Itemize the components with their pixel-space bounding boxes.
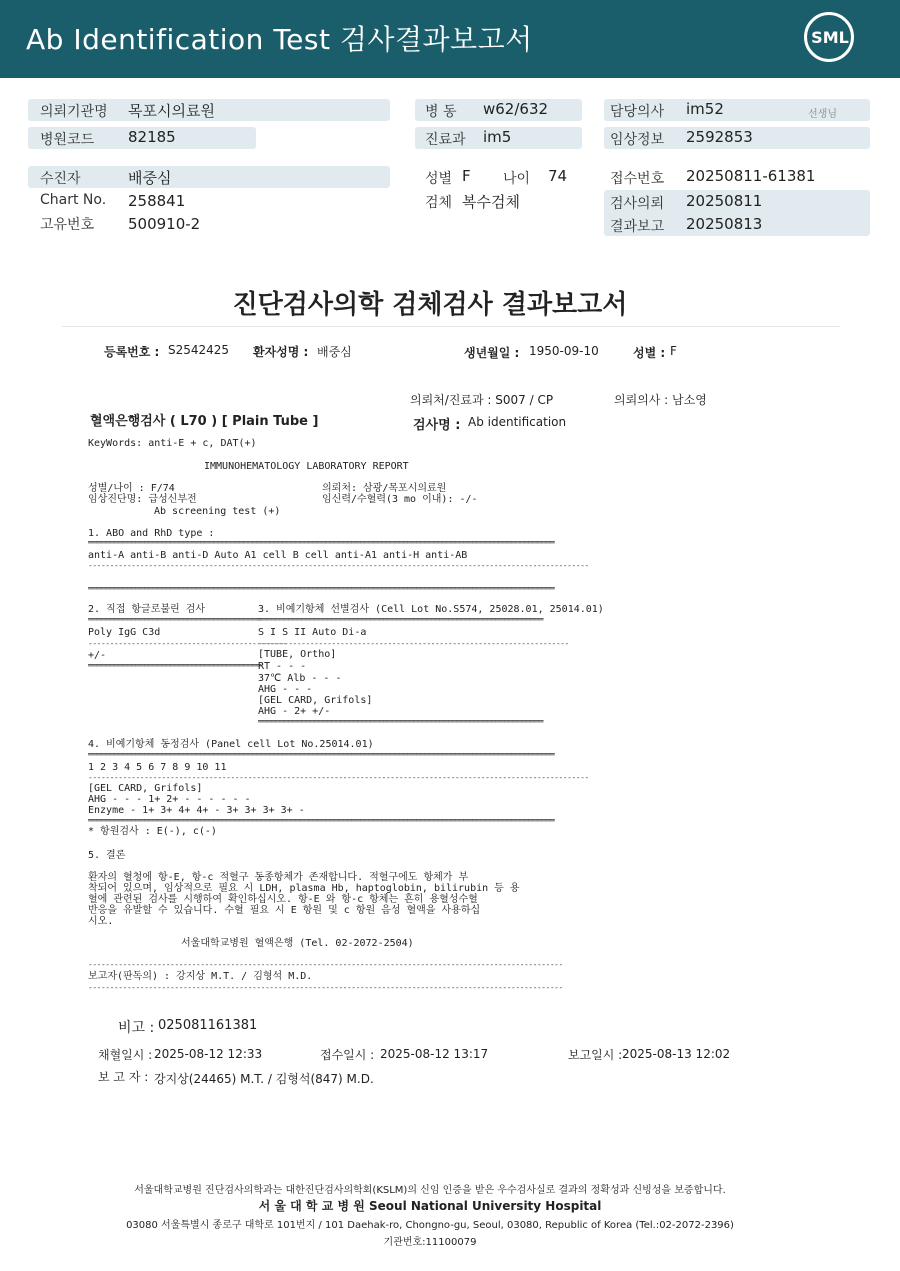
section4-title: 4. 비예기항체 동정검사 (Panel cell Lot No.25014.01) xyxy=(88,739,374,750)
remark-value: 025081161381 xyxy=(158,1018,258,1033)
test-name-value: Ab identification xyxy=(468,415,567,429)
double-rule: ════════════════════════════════════════════════════════════════════════════════════════════════════════════ xyxy=(88,538,555,547)
double-rule: ════════════════════════════════════════ xyxy=(88,615,261,624)
section4-row: AHG - - - 1+ 2+ - - - - - - xyxy=(88,794,251,805)
single-rule: ---------------------------------------------- xyxy=(88,639,287,648)
sex-label: 성별 xyxy=(425,171,453,187)
document-title: 진단검사의학 검체검사 결과보고서 xyxy=(232,290,628,320)
doctor-suffix: 선생님 xyxy=(808,109,837,120)
age-value: 74 xyxy=(548,167,568,185)
doc-sex-value: F xyxy=(670,344,677,358)
institution-label: 의뢰기관명 xyxy=(40,104,108,120)
collect-value: 2025-08-12 12:33 xyxy=(154,1047,263,1061)
institution-number: 기관번호:11100079 xyxy=(383,1237,477,1248)
reported-label: 보고일시 : xyxy=(568,1048,623,1062)
section2-header: Poly IgG C3d xyxy=(88,627,161,638)
receive-value: 2025-08-12 13:17 xyxy=(380,1047,489,1061)
request-dept: 의뢰처/진료과 : S007 / CP xyxy=(410,393,554,407)
double-rule: ══════════════════════════════════════════════════════════════════ xyxy=(258,717,543,726)
section5-title: 5. 결론 xyxy=(88,850,126,861)
request-label: 검사의뢰 xyxy=(610,196,665,212)
single-rule: -------------------------------------------------------------------------------------------------------------------- xyxy=(88,561,589,570)
name-label: 환자성명 : xyxy=(253,345,309,359)
lab-contact: 서울대학교병원 혈액은행 (Tel. 02-2072-2504) xyxy=(181,938,414,949)
section4-row: [GEL CARD, Grifols] xyxy=(88,783,203,794)
report-reporter: 보고자(판독의) : 강지상 M.T. / 김형석 M.D. xyxy=(88,971,313,982)
section4-header: 1 2 3 4 5 6 7 8 9 10 11 xyxy=(88,762,227,773)
name-value: 배중심 xyxy=(317,345,352,359)
doctor-value: im52 xyxy=(686,100,724,118)
specimen-label: 검체 xyxy=(425,195,453,211)
hospital-code-label: 병원코드 xyxy=(40,132,95,148)
conclusion-line: 착되어 있으며, 임상적으로 필요 시 LDH, plasma Hb, haptoglobin, bilirubin 등 용 xyxy=(88,883,520,894)
ward-label: 병 동 xyxy=(425,104,457,120)
remark-label: 비고 : xyxy=(118,1020,155,1036)
conclusion-line: 혈에 관련된 검사를 시행하여 확인하십시오. 항-E 와 항-c 항체는 흔히 용혈성수혈 xyxy=(88,894,478,905)
receipt-value: 20250811-61381 xyxy=(686,167,816,185)
hospital-code-value: 82185 xyxy=(128,128,176,146)
single-rule: -------------------------------------------------------------------------------------------------------------------- xyxy=(88,773,589,782)
double-rule: ════════════════════════════════════════════════════════════════════════════════════════════════════════════ xyxy=(88,750,555,759)
request-site: 의뢰처: 삼광/목포시의료원 xyxy=(322,483,447,494)
dob-value: 1950-09-10 xyxy=(529,344,599,358)
request-value: 20250811 xyxy=(686,192,763,210)
institution-value: 목포시의료원 xyxy=(128,102,215,120)
hospital-name: 서 울 대 학 교 병 원 Seoul National University Hospital xyxy=(258,1199,602,1213)
report-title: Ab Identification Test 검사결과보고서 xyxy=(26,23,533,56)
unique-value: 500910-2 xyxy=(128,215,201,233)
collect-label: 채혈일시 : xyxy=(98,1048,153,1062)
diagnosis: 임상진단명: 급성신부전 xyxy=(88,494,197,505)
section3-row: RT - - - xyxy=(258,661,307,672)
sex-age: 성별/나이 : F/74 xyxy=(88,483,175,494)
section3-row: [GEL CARD, Grifols] xyxy=(258,695,373,706)
reported-value: 2025-08-13 12:02 xyxy=(622,1047,731,1061)
sex-value: F xyxy=(462,167,471,185)
certification-note: 서울대학교병원 진단검사의학과는 대한진단검사의학회(KSLM)의 신임 인증을 받은 우수검사실로 결과의 정확성과 신빙성을 보증합니다. xyxy=(134,1185,726,1196)
single-rule: -------------------------------------------------------------------------------------------------------------- xyxy=(88,983,563,992)
antigen-test: * 항원검사 : E(-), c(-) xyxy=(88,826,217,837)
section3-row: AHG - 2+ +/- xyxy=(258,706,331,717)
keywords: KeyWords: anti-E + c, DAT(+) xyxy=(88,438,257,449)
hospital-address: 03080 서울특별시 종로구 대학로 101번지 / 101 Daehak-ro, Chongno-gu, Seoul, 03080, Republic of Korea (Tel.:02-2072-2396) xyxy=(126,1220,734,1231)
logo-text: SML xyxy=(811,28,849,47)
section3-row: AHG - - - xyxy=(258,684,313,695)
diagnosis-detail: Ab screening test (+) xyxy=(154,506,281,517)
specimen-value: 복수검체 xyxy=(462,193,520,211)
dob-label: 생년월일 : xyxy=(464,346,520,360)
conclusion-line: 시오. xyxy=(88,916,114,927)
patient-label: 수진자 xyxy=(40,171,81,187)
dept-value: im5 xyxy=(483,128,512,146)
section3-header: S I S II Auto Di-a xyxy=(258,627,367,638)
section3-row: [TUBE, Ortho] xyxy=(258,649,337,660)
dept-label: 진료과 xyxy=(425,132,466,148)
bottom-reporter-value: 강지상(24465) M.T. / 김형석(847) M.D. xyxy=(154,1072,374,1086)
test-name-label: 검사명 : xyxy=(413,418,461,433)
bottom-reporter-label: 보 고 자 : xyxy=(98,1070,149,1084)
patient-value: 배중심 xyxy=(128,169,172,187)
section2-title: 2. 직접 항글로불린 검사 xyxy=(88,604,206,615)
conclusion-line: 반응을 유발할 수 있습니다. 수혈 필요 시 E 항원 및 c 항원 음성 혈액을 사용하십 xyxy=(88,905,481,916)
section1-header: anti-A anti-B anti-D Auto A1 cell B cell anti-A1 anti-H anti-AB xyxy=(88,550,468,561)
receive-label: 접수일시 : xyxy=(320,1048,375,1062)
section4-row: Enzyme - 1+ 3+ 4+ 4+ - 3+ 3+ 3+ 3+ - xyxy=(88,805,305,816)
double-rule: ════════════════════════════════════════════════════════════════════════════════════════════════════════════ xyxy=(88,584,555,593)
single-rule: -------------------------------------------------------------------------------------------------------------- xyxy=(88,960,563,969)
section2-value: +/- xyxy=(88,650,107,661)
doc-sex-label: 성별 : xyxy=(633,346,666,360)
sml-logo xyxy=(804,12,854,62)
report-header xyxy=(0,0,900,78)
clinical-label: 임상정보 xyxy=(610,132,665,148)
double-rule: ══════════════════════════════════════════════════════════════════ xyxy=(258,615,543,624)
reg-value: S2542425 xyxy=(168,343,230,357)
conclusion-line: 환자의 혈청에 항-E, 항-c 적혈구 동종항체가 존재합니다. 적혈구에도 항체가 부 xyxy=(88,872,469,883)
chart-label: Chart No. xyxy=(40,192,107,208)
chart-value: 258841 xyxy=(128,192,186,210)
section3-row: 37℃ Alb - - - xyxy=(258,673,342,684)
pregnancy-transfusion: 임신력/수혈력(3 mo 이내): -/- xyxy=(322,494,478,505)
receipt-label: 접수번호 xyxy=(610,171,665,187)
unique-label: 고유번호 xyxy=(40,217,95,233)
double-rule: ════════════════════════════════════════════════════════════════════════════════════════════════════════════ xyxy=(88,816,555,825)
test-group: 혈액은행검사 ( L70 ) [ Plain Tube ] xyxy=(90,414,319,429)
lab-report-title: IMMUNOHEMATOLOGY LABORATORY REPORT xyxy=(204,461,409,472)
section1-title: 1. ABO and RhD type : xyxy=(88,528,215,539)
single-rule: ------------------------------------------------------------------------ xyxy=(258,639,569,648)
pill-patient xyxy=(28,166,390,188)
doctor-label: 담당의사 xyxy=(610,104,665,120)
double-rule: ════════════════════════════════════════ xyxy=(88,661,261,670)
report-label: 결과보고 xyxy=(610,219,665,235)
ward-value: w62/632 xyxy=(483,100,549,118)
reg-label: 등록번호 : xyxy=(104,345,160,359)
report-value: 20250813 xyxy=(686,215,763,233)
section3-title: 3. 비예기항체 선별검사 (Cell Lot No.S574, 25028.01, 25014.01) xyxy=(258,604,604,615)
clinical-value: 2592853 xyxy=(686,128,753,146)
title-divider xyxy=(62,326,840,327)
request-doctor: 의뢰의사 : 남소영 xyxy=(614,393,707,407)
age-label: 나이 xyxy=(503,171,531,187)
